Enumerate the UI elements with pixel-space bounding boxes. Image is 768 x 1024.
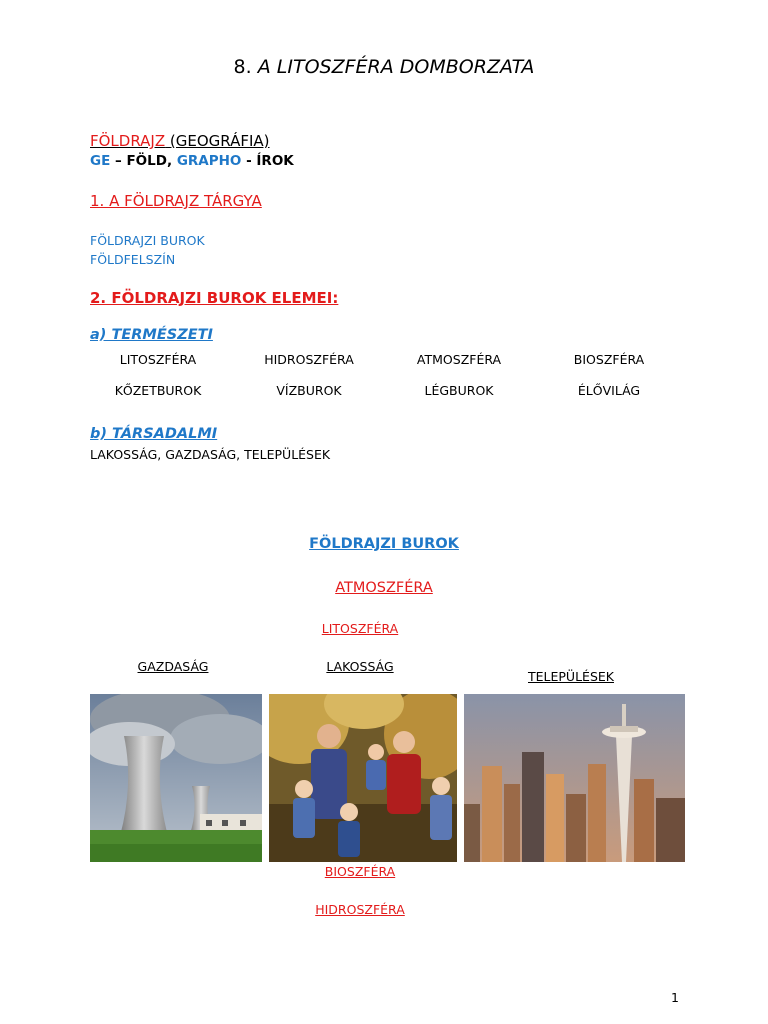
diagram-bio: BIOSZFÉRA — [324, 864, 396, 879]
geography-heading: FÖLDRAJZ (GEOGRÁFIA) — [90, 132, 270, 150]
row1-bio: BIOSZFÉRA — [573, 352, 645, 367]
diagram-lito: LITOSZFÉRA — [321, 621, 399, 636]
page-number: 1 — [671, 990, 679, 1005]
s1-item-burok: FÖLDRAJZI BUROK — [90, 233, 205, 248]
diagram-atmo: ATMOSZFÉRA — [335, 580, 433, 596]
row1-atmo: ATMOSZFÉRA — [416, 352, 502, 367]
family-image — [269, 694, 457, 862]
social-label: b) TÁRSADALMI — [90, 426, 218, 442]
row1-hidro: HIDROSZFÉRA — [264, 352, 354, 367]
section-1-heading: 1. A FÖLDRAJZ TÁRGYA — [90, 192, 262, 210]
diagram-heading: FÖLDRAJZI BUROK — [309, 536, 459, 552]
row2-leg: LÉGBUROK — [424, 383, 494, 398]
row2-viz: VÍZBUROK — [276, 383, 342, 398]
cooling-towers-image — [90, 694, 262, 862]
s1-item-felszin: FÖLDFELSZÍN — [90, 252, 176, 267]
city-skyline-image — [464, 694, 685, 862]
diagram-lak: LAKOSSÁG — [326, 659, 394, 674]
section-2-heading: 2. FÖLDRAJZI BUROK ELEMEI: — [90, 289, 339, 307]
row2-elo: ÉLŐVILÁG — [577, 383, 641, 398]
social-text: LAKOSSÁG, GAZDASÁG, TELEPÜLÉSEK — [90, 447, 331, 462]
diagram-tel: TELEPÜLÉSEK — [528, 669, 614, 684]
row2-kozet: KŐZETBUROK — [114, 383, 202, 398]
diagram-gazd: GAZDASÁG — [137, 659, 209, 674]
page-title: 8. A LITOSZFÉRA DOMBORZATA — [233, 56, 535, 78]
etymology-line: GE – FÖLD, GRAPHO - ÍROK — [90, 153, 294, 169]
diagram-hidro: HIDROSZFÉRA — [315, 902, 405, 917]
row1-lito: LITOSZFÉRA — [119, 352, 197, 367]
natural-label: a) TERMÉSZETI — [90, 327, 213, 343]
